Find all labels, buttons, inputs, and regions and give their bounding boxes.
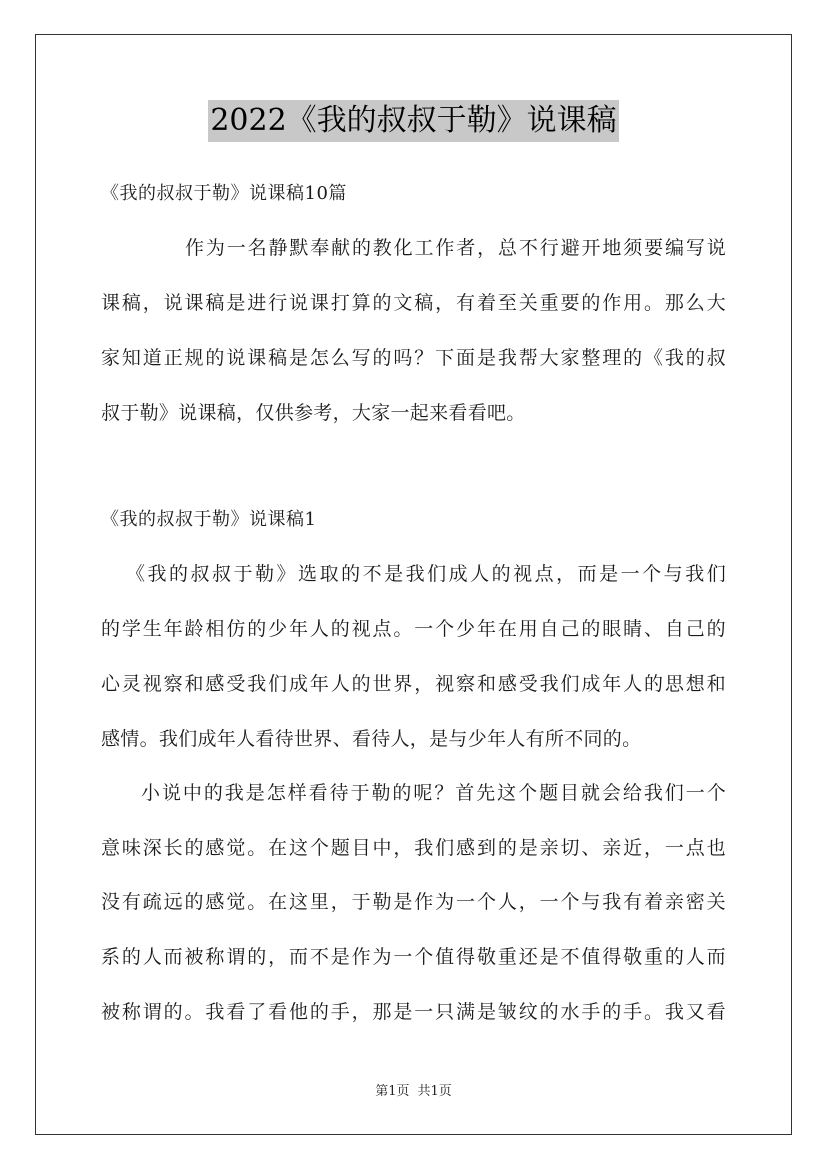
intro-line-2: 课稿，说课稿是进行说课打算的文稿，有着至关重要的作用。那么大 — [101, 292, 726, 314]
para2-line-5: 被称谓的。我看了看他的手，那是一只满是皱纹的水手的手。我又看 — [101, 1001, 726, 1023]
para1-line-3: 心灵视察和感受我们成年人的世界，视察和感受我们成年人的思想和 — [101, 673, 726, 695]
page-number: 第1页 — [375, 1084, 410, 1099]
intro-line-4: 叔于勒》说课稿，仅供参考，大家一起来看看吧。 — [101, 402, 526, 424]
para2-line-4: 系的人而被称谓的，而不是作为一个值得敬重还是不值得敬重的人而 — [101, 946, 726, 968]
title-container — [0, 100, 827, 142]
para2-line-1: 小说中的我是怎样看待于勒的呢？首先这个题目就会给我们一个 — [141, 782, 726, 804]
page-total: 共1页 — [417, 1084, 452, 1099]
para1-line-2: 的学生年龄相仿的少年人的视点。一个少年在用自己的眼睛、自己的 — [101, 618, 726, 640]
document-title: 2022《我的叔叔于勒》说课稿 — [208, 100, 618, 142]
intro-line-1: 作为一名静默奉献的教化工作者，总不行避开地须要编写说 — [185, 237, 726, 259]
intro-line-3: 家知道正规的说课稿是怎么写的吗？下面是我帮大家整理的《我的叔 — [101, 347, 726, 369]
para1-line-4: 感情。我们成年人看待世界、看待人，是与少年人有所不同的。 — [101, 728, 642, 750]
document-subtitle: 《我的叔叔于勒》说课稿10篇 — [101, 183, 347, 204]
para2-line-3: 没有疏远的感觉。在这里，于勒是作为一个人，一个与我有着亲密关 — [101, 891, 726, 913]
section-heading: 《我的叔叔于勒》说课稿1 — [101, 509, 317, 530]
page-footer — [0, 1083, 827, 1101]
para2-line-2: 意味深长的感觉。在这个题目中，我们感到的是亲切、亲近，一点也 — [101, 837, 726, 859]
para1-line-1: 《我的叔叔于勒》选取的不是我们成人的视点，而是一个与我们 — [126, 563, 726, 585]
